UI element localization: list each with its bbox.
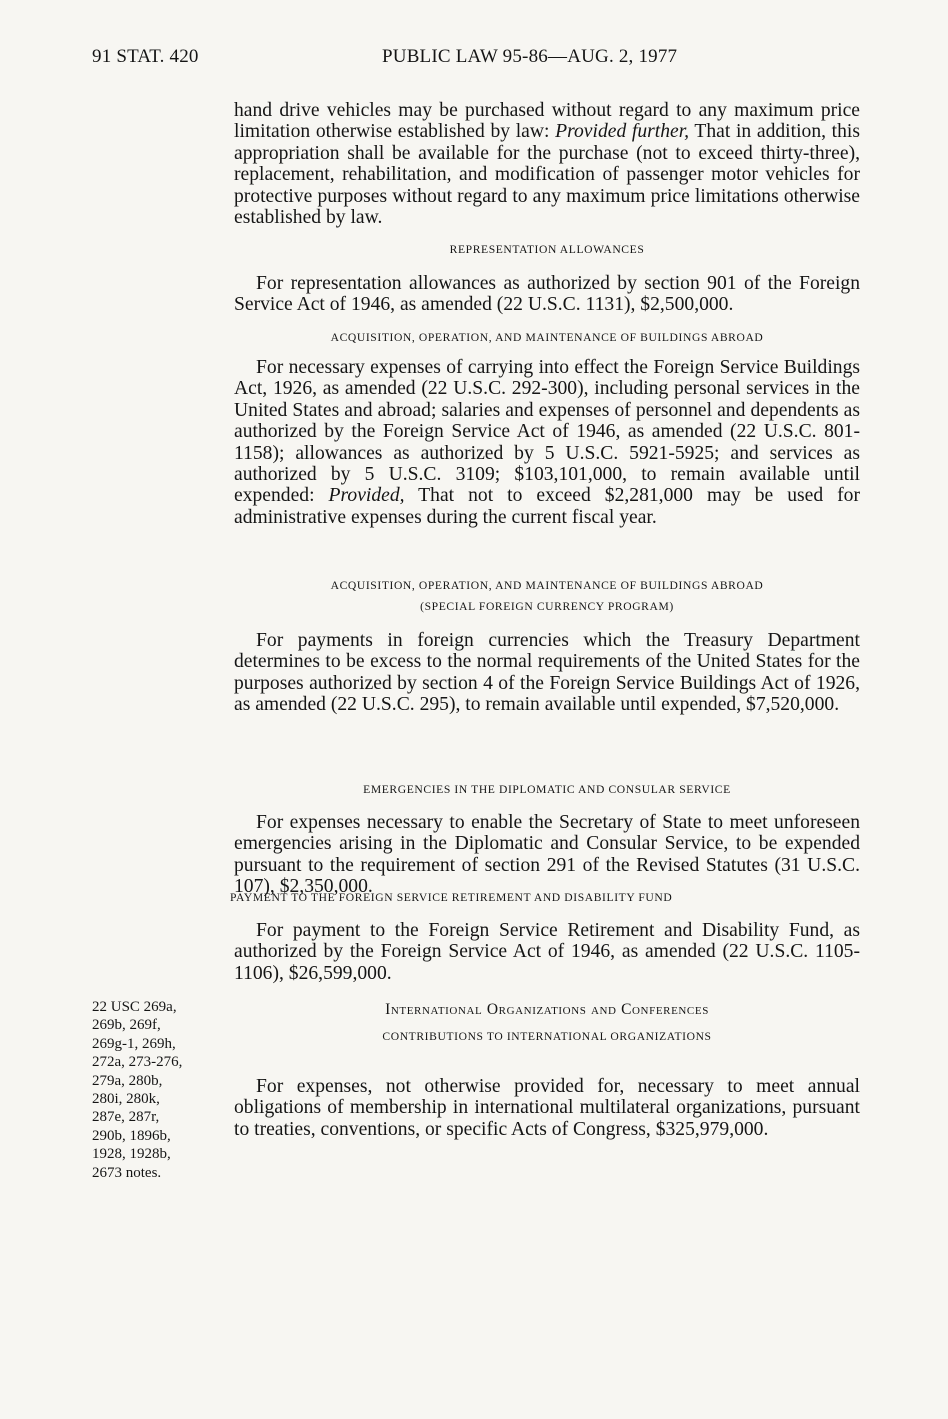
section-paragraph: For expenses, not otherwise provided for, necessary to meet annual obligations of membership in international multilateral organizations, pursuant to treaties, conventions, or specific Acts of Congress, $325,979,000. xyxy=(234,1076,860,1140)
section-heading: PAYMENT TO THE FOREIGN SERVICE RETIREMENT AND DISABILITY FUND xyxy=(230,891,673,904)
section-heading: REPRESENTATION ALLOWANCES xyxy=(449,243,645,256)
margin-note-line: 269b, 269f, xyxy=(92,1017,161,1034)
buildings-special-section xyxy=(234,578,860,614)
proviso-italic: Provided, xyxy=(328,485,405,507)
margin-note-line: 287e, 287r, xyxy=(92,1109,160,1126)
emergencies-section xyxy=(234,782,860,797)
continuation-section xyxy=(234,100,860,228)
page-header xyxy=(92,46,860,74)
international-section xyxy=(234,1000,860,1044)
section-paragraph: For representation allowances as authorized by section 901 of the Foreign Service Act of 1946, as amended (22 U.S.C. 1131), $2,500,000. xyxy=(234,273,860,316)
international-body xyxy=(234,1076,860,1140)
margin-note-line: 269g-1, 269h, xyxy=(92,1035,176,1052)
margin-note-line: 280i, 280k, xyxy=(92,1091,160,1108)
section-heading: ACQUISITION, OPERATION, AND MAINTENANCE OF BUILDINGS ABROAD xyxy=(330,579,764,592)
retirement-body xyxy=(234,920,860,984)
proviso-italic: Provided further, xyxy=(555,121,690,143)
buildings-body xyxy=(234,357,860,528)
title-heading: International Organizations and Conferences xyxy=(385,1001,709,1018)
margin-note-line: 22 USC 269a, xyxy=(92,999,177,1015)
margin-note-line: 272a, 273-276, xyxy=(92,1054,183,1071)
margin-note-line: 1928, 1928b, xyxy=(92,1146,171,1163)
section-paragraph: For expenses necessary to enable the Secretary of State to meet unforeseen emergencies arising in the Diplomatic and Consular Service, to be expended pursuant to the requirement of section 291 of the Revised Statutes (31 U.S.C. 107), $2,350,000. xyxy=(234,812,860,898)
section-paragraph: For necessary expenses of carrying into effect the Foreign Service Buildings Act, 1926, as amended (22 U.S.C. 292-300), including personal services in the United States and abroad; salaries and expenses of personnel and dependents as authorized by the Foreign Service Act of 1946, as amended (22 U.S.C. 801-1158); allowances as authorized by 5 U.S.C. 5921-5925; and services as authorized by 5 U.S.C. 3109; $103,101,000, to remain available until expended: Provided, That not to exceed $2,281,000 may be used for administrative expenses during the current fiscal year. xyxy=(234,357,860,528)
section-heading: ACQUISITION, OPERATION, AND MAINTENANCE OF BUILDINGS ABROAD xyxy=(330,331,764,344)
section-subheading: (SPECIAL FOREIGN CURRENCY PROGRAM) xyxy=(420,600,674,613)
statute-page-number: 91 STAT. 420 xyxy=(92,46,199,67)
public-law-title: PUBLIC LAW 95-86—AUG. 2, 1977 xyxy=(382,46,678,67)
buildings-section xyxy=(234,330,860,345)
retirement-section xyxy=(230,890,860,905)
emergencies-body xyxy=(234,812,860,898)
margin-note-line: 2673 notes. xyxy=(92,1164,162,1181)
section-heading: EMERGENCIES IN THE DIPLOMATIC AND CONSULAR SERVICE xyxy=(363,783,731,796)
continuation-paragraph: hand drive vehicles may be purchased without regard to any maximum price limitation otherwise established by law: Provided further, That in addition, this appropriation shall be available for the purchase (not to exceed thirty-three), replacement, rehabilitation, and modification of passenger motor vehicles for protective purposes without regard to any maximum price limitations otherwise established by law. xyxy=(234,100,860,229)
section-subheading: CONTRIBUTIONS TO INTERNATIONAL ORGANIZATIONS xyxy=(382,1030,712,1043)
margin-note-line: 290b, 1896b, xyxy=(92,1127,171,1144)
representation-body xyxy=(234,273,860,316)
section-paragraph: For payments in foreign currencies which the Treasury Department determines to be excess to the normal requirements of the United States for the purposes authorized by section 4 of the Foreign Service Buildings Act of 1926, as amended (22 U.S.C. 295), to remain available until expended, $7,520,000. xyxy=(234,630,860,716)
representation-section xyxy=(234,242,860,257)
buildings-special-body xyxy=(234,630,860,716)
section-paragraph: For payment to the Foreign Service Retirement and Disability Fund, as authorized by the Foreign Service Act of 1946, as amended (22 U.S.C. 1105-1106), $26,599,000. xyxy=(234,920,860,984)
margin-citation-note xyxy=(92,998,222,1182)
margin-note-line: 279a, 280b, xyxy=(92,1072,163,1089)
